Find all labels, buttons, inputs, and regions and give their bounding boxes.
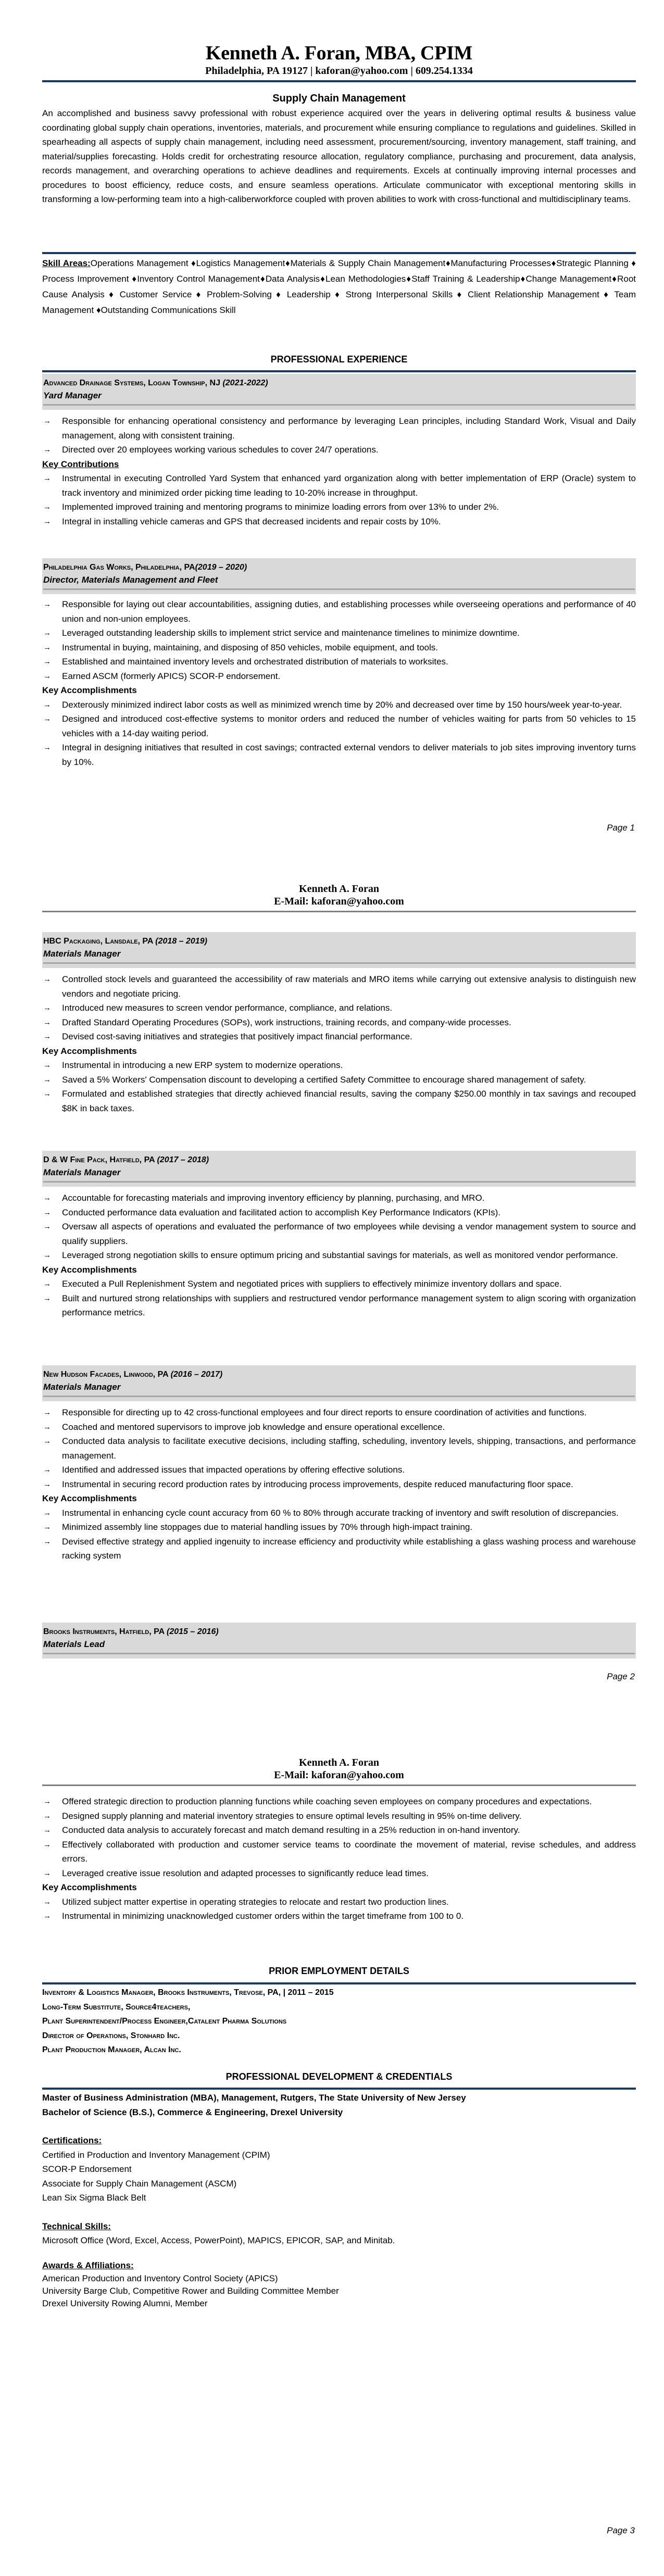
section-title-experience: PROFESSIONAL EXPERIENCE: [270, 354, 408, 365]
list-item: → Dexterously minimized indirect labor costs as well as minimized wrench time by 20% and decreased over time by 150 hours/week year-to-year.: [42, 698, 636, 712]
job-subheading: Key Accomplishments: [42, 1493, 137, 1503]
certification-item: SCOR-P Endorsement: [42, 2164, 132, 2174]
arrow-bullet-icon: →: [43, 700, 51, 709]
job-duties: [42, 972, 636, 1044]
job-achievements: [42, 698, 636, 770]
list-item: → Minimized assembly line stoppages due to material handling issues by 70% through high-impact training.: [42, 1520, 636, 1535]
continuation-header: [42, 883, 636, 912]
professional-headline: Supply Chain Management: [272, 93, 406, 104]
job-subheading: Key Accomplishments: [42, 1882, 137, 1892]
list-item: → Instrumental in securing record production rates by introducing process improvements, despite reduced manufacturing floor space.: [42, 1477, 636, 1492]
arrow-bullet-icon: →: [43, 1422, 51, 1431]
job-header-rule: [43, 404, 635, 406]
list-item: → Responsible for laying out clear accountabilities, assigning duties, and establishing processes while overseeing operations and performance of 40 union and non-union employees.: [42, 597, 636, 626]
job-title: Director, Materials Management and Fleet: [43, 575, 218, 585]
summary-section: [42, 92, 636, 207]
job-duties: [42, 1191, 636, 1263]
list-item: → Executed a Pull Replenishment System and negotiated prices with suppliers to effectively minimize inventory dollars and space.: [42, 1277, 636, 1291]
technical-skills-label: Technical Skills:: [42, 2221, 111, 2231]
prior-employment-section: [42, 1965, 636, 2057]
list-item: → Responsible for directing up to 42 cross-functional employees and four direct reports to ensure coordination of activities and functions.: [42, 1405, 636, 1420]
list-item: → Effectively collaborated with production and customer service teams to coordinate the movement of material, revise schedules, and address errors.: [42, 1838, 636, 1866]
list-item: → Controlled stock levels and guaranteed the accessibility of raw materials and MRO items while carrying out extensive analysis to distinguish new vendors and negotiate pricing.: [42, 972, 636, 1001]
degree-item: Master of Business Administration (MBA), Management, Rutgers, The State University of New Jersey: [42, 2093, 466, 2103]
list-item: → Instrumental in introducing a new ERP system to modernize operations.: [42, 1058, 636, 1073]
list-item: → Directed over 20 employees working various schedules to cover 24/7 operations.: [42, 443, 636, 457]
development-divider: [42, 2088, 636, 2090]
job-company: Advanced Drainage Systems, Logan Township, NJ (2021-2022): [43, 379, 268, 387]
arrow-bullet-icon: →: [43, 1075, 51, 1084]
job-duties: [42, 597, 636, 683]
job-achievements: [42, 1506, 636, 1563]
arrow-bullet-icon: →: [43, 643, 51, 652]
job-years: (2021-2022): [222, 379, 268, 387]
certification-item: Lean Six Sigma Black Belt: [42, 2193, 146, 2203]
arrow-bullet-icon: →: [43, 975, 51, 984]
job-header: [42, 558, 636, 594]
list-item: → Implemented improved training and mentoring programs to minimize loading errors from over 13% to under 2%.: [42, 500, 636, 514]
award-item: University Barge Club, Competitive Rower and Building Committee Member: [42, 2286, 339, 2296]
arrow-bullet-icon: →: [43, 1032, 51, 1041]
awards-label: Awards & Affiliations:: [42, 2260, 134, 2270]
certifications-block: [42, 2133, 636, 2205]
resume-page-3: [0, 1718, 664, 2576]
list-item: → Devised cost-saving initiatives and strategies that positively impact financial performance.: [42, 1029, 636, 1044]
list-item: → Devised effective strategy and applied ingenuity to increase efficiency and productivity while establishing a glass washing process and warehouse racking system: [42, 1535, 636, 1563]
list-item: → Introduced new measures to screen vendor performance, compliance, and relations.: [42, 1001, 636, 1015]
arrow-bullet-icon: →: [43, 1003, 51, 1012]
arrow-bullet-icon: →: [43, 1897, 51, 1906]
job-company: Brooks Instruments, Hatfield, PA (2015 – 2016): [43, 1627, 219, 1636]
arrow-bullet-icon: →: [43, 743, 51, 752]
list-item: → Instrumental in minimizing unacknowledged customer orders within the target timeframe from 100 to 0.: [42, 1909, 636, 1924]
job-entry: [42, 1365, 636, 1563]
skill-areas-label: Skill Areas:: [42, 258, 91, 268]
arrow-bullet-icon: →: [43, 1061, 51, 1070]
development-section: [42, 2070, 636, 2310]
page-number: Page 1: [607, 823, 635, 833]
continuation-header: [42, 1756, 636, 1786]
arrow-bullet-icon: →: [43, 1479, 51, 1489]
resume-page-1: [0, 0, 664, 859]
degree-item: Bachelor of Science (B.S.), Commerce & Engineering, Drexel University: [42, 2107, 343, 2117]
job-title: Materials Manager: [43, 1382, 121, 1392]
job-header-rule: [43, 1653, 635, 1654]
arrow-bullet-icon: →: [43, 1811, 51, 1820]
page-number: Page 3: [607, 2525, 635, 2535]
arrow-bullet-icon: →: [43, 657, 51, 666]
arrow-bullet-icon: →: [43, 1508, 51, 1517]
header-divider: [42, 80, 636, 82]
contact-line: Philadelphia, PA 19127 | kaforan@yahoo.com | 609.254.1334: [205, 65, 473, 77]
candidate-name: Kenneth A. Foran, MBA, CPIM: [205, 42, 473, 64]
award-item: American Production and Inventory Control Society (APICS): [42, 2273, 278, 2283]
experience-heading-block: [42, 353, 636, 372]
arrow-bullet-icon: →: [43, 1797, 51, 1806]
list-item: → Designed supply planning and material inventory strategies to ensure optimal levels resulting in 95% on-time delivery.: [42, 1809, 636, 1824]
list-item: → Built and nurtured strong relationships with suppliers and restructured vendor performance management system to align scoring with organization performance metrics.: [42, 1291, 636, 1320]
list-item: → Offered strategic direction to production planning functions while coaching seven employees on company procedures and expectations.: [42, 1794, 636, 1809]
list-item: Inventory & Logistics Manager, Brooks Instruments, Trevose, PA, | 2011 – 2015: [42, 1988, 334, 1997]
job-title: Yard Manager: [43, 391, 102, 400]
arrow-bullet-icon: →: [43, 671, 51, 681]
list-item: → Integral in installing vehicle cameras and GPS that decreased incidents and repair costs by 10%.: [42, 514, 636, 529]
list-item: → Instrumental in enhancing cycle count accuracy from 60 % to 80% through accurate tracking of inventory and swift resolution of discrepancies.: [42, 1506, 636, 1521]
list-item: → Conducted data analysis to facilitate executive decisions, including staffing, scheduling, inventory levels, shipping, transactions, and performance management.: [42, 1434, 636, 1463]
list-item: → Saved a 5% Workers' Compensation discount to developing a certified Safety Committee to encourage shared management of safety.: [42, 1073, 636, 1087]
list-item: → Conducted performance data evaluation and facilitated action to accomplish Key Performance Indicators (KPIs).: [42, 1205, 636, 1220]
experience-divider: [42, 370, 636, 372]
job-subheading: Key Accomplishments: [42, 1264, 137, 1275]
job-years: (2015 – 2016): [167, 1627, 219, 1636]
job-achievements: [42, 1895, 636, 1924]
arrow-bullet-icon: →: [43, 1826, 51, 1834]
award-item: Drexel University Rowing Alumni, Member: [42, 2298, 208, 2308]
section-title-development: PROFESSIONAL DEVELOPMENT & CREDENTIALS: [225, 2071, 453, 2082]
job-company: Philadelphia Gas Works, Philadelphia, PA(2019 – 2020): [43, 563, 247, 572]
job-subheading: Key Contributions: [42, 459, 119, 469]
arrow-bullet-icon: →: [43, 445, 51, 454]
job-years: (2019 – 2020): [195, 563, 247, 572]
arrow-bullet-icon: →: [43, 1408, 51, 1417]
continuation-divider: [42, 911, 636, 912]
education-list: [42, 2091, 636, 2119]
list-item: → Responsible for enhancing operational consistency and performance by leveraging Lean principles, including Standard Work, Visual and Daily management, along with consistent training.: [42, 414, 636, 443]
job-duties: [42, 414, 636, 457]
summary-paragraph: An accomplished and business savvy professional with robust experience acquired over the years in delivering optimal results & business value coordinating global supply chain operations, inventories, materials, and procurement while ensuring compliance to regulations and guidelines. Skilled in spearheading all aspects of supply chain management, including need assessment, procurement/sourcing, inventory management, staff training, and material/supplies forecasting. Holds credit for orchestrating resource allocation, regulatory compliance, purchasing and procurement, data analysis, records management, and overarching operations to achieve deadlines and requirements. Excels at continually improving internal processes and procedures to boost efficiency, reduce costs, and ensure seamless operations. Articulate communicator with exceptional mentoring skills in transforming a low-performing team into a high-caliberworkforce coupled with proven abilities to work with cross-functional and multidisciplinary teams.: [42, 108, 636, 204]
skill-areas-list: Operations Management ♦Logistics Management♦Materials & Supply Chain Management♦Manufacturing Processes♦Strategic Planning ♦ Process Improvement ♦Inventory Control Management♦Data Analysis♦Lean Methodologies♦Staff Training & Leadership♦Change Management♦Root Cause Analysis ♦ Customer Service ♦ Problem-Solving ♦ Leadership ♦ Strong Interpersonal Skills ♦ Client Relationship Management ♦ Team Management ♦Outstanding Communications Skill: [42, 258, 636, 315]
job-entry: [42, 374, 636, 529]
job-company: HBC Packaging, Lansdale, PA (2018 – 2019): [43, 937, 207, 946]
prior-employment-list: [42, 1986, 636, 2057]
arrow-bullet-icon: →: [43, 1537, 51, 1546]
job-achievements: [42, 1277, 636, 1320]
certification-item: Associate for Supply Chain Management (ASCM): [42, 2178, 237, 2189]
job-achievements: [42, 471, 636, 529]
job-header: [42, 374, 636, 410]
arrow-bullet-icon: →: [43, 1193, 51, 1202]
list-item: → Formulated and established strategies that directly achieved financial results, saving the company $250.00 monthly in tax savings and recouped $8K in back taxes.: [42, 1087, 636, 1115]
arrow-bullet-icon: →: [43, 600, 51, 609]
arrow-bullet-icon: →: [43, 1222, 51, 1231]
job-entry: [42, 1623, 636, 1658]
continuation-divider: [42, 1785, 636, 1786]
job-header-rule: [43, 588, 635, 590]
job-title: Materials Manager: [43, 1167, 121, 1177]
continuation-email: E-Mail: kaforan@yahoo.com: [274, 1769, 404, 1781]
job-subheading: Key Accomplishments: [42, 1046, 137, 1056]
job-duties: [42, 1794, 636, 1880]
arrow-bullet-icon: →: [43, 1208, 51, 1217]
arrow-bullet-icon: →: [43, 1840, 51, 1849]
technical-skills-block: [42, 2219, 636, 2248]
arrow-bullet-icon: →: [43, 417, 51, 425]
list-item: → Drafted Standard Operating Procedures (SOPs), work instructions, training records, and company-wide processes.: [42, 1015, 636, 1030]
job-title: Materials Lead: [43, 1639, 105, 1649]
resume-page-2: [0, 859, 664, 1718]
list-item: → Oversaw all aspects of operations and evaluated the performance of two employees while devising a vendor management system to source and qualify suppliers.: [42, 1220, 636, 1248]
job-achievements: [42, 1058, 636, 1115]
job-subheading: Key Accomplishments: [42, 685, 137, 695]
skill-areas: [42, 256, 636, 318]
skills-section: [42, 252, 636, 318]
list-item: → Leveraged strong negotiation skills to ensure optimum pricing and substantial savings for materials, as well as monitored vendor performance.: [42, 1248, 636, 1263]
list-item: → Established and maintained inventory levels and orchestrated distribution of materials to worksites.: [42, 655, 636, 669]
list-item: → Leveraged creative issue resolution and adapted processes to significantly reduce lead times.: [42, 1866, 636, 1881]
list-item: → Accountable for forecasting materials and improving inventory efficiency by planning, purchasing, and MRO.: [42, 1191, 636, 1205]
job-header-rule: [43, 1396, 635, 1397]
job-header: [42, 932, 636, 968]
certifications-label: Certifications:: [42, 2135, 102, 2145]
arrow-bullet-icon: →: [43, 1293, 51, 1303]
list-item: → Leveraged outstanding leadership skills to implement strict service and maintenance timelines to minimize downtime.: [42, 626, 636, 640]
list-item: Long-Term Substitute, Source4teachers,: [42, 2002, 191, 2012]
job-header: [42, 1623, 636, 1658]
continuation-email: E-Mail: kaforan@yahoo.com: [274, 896, 404, 907]
arrow-bullet-icon: →: [43, 1912, 51, 1920]
arrow-bullet-icon: →: [43, 1089, 51, 1098]
arrow-bullet-icon: →: [43, 474, 51, 483]
job-entry: [42, 1151, 636, 1320]
list-item: → Integral in designing initiatives that resulted in cost savings; contracted external vendors to deliver materials to job sites improving inventory turns by 10%.: [42, 740, 636, 769]
job-header: [42, 1151, 636, 1187]
list-item: → Instrumental in executing Controlled Yard System that enhanced yard organization along with better implementation of ERP (Oracle) system to track inventory and minimized order picking time leading to 10-20% increase in throughput.: [42, 471, 636, 500]
arrow-bullet-icon: →: [43, 714, 51, 723]
job-years: (2018 – 2019): [155, 937, 207, 946]
job-entry-continued: [42, 1794, 636, 1924]
awards-block: [42, 2258, 636, 2310]
arrow-bullet-icon: →: [43, 629, 51, 637]
list-item: Plant Production Manager, Alcan Inc.: [42, 2045, 181, 2054]
list-item: → Utilized subject matter expertise in operating strategies to relocate and restart two production lines.: [42, 1895, 636, 1909]
arrow-bullet-icon: →: [43, 1868, 51, 1878]
prior-divider: [42, 1982, 636, 1984]
job-header: [42, 1365, 636, 1401]
skills-divider: [42, 252, 636, 254]
certification-item: Certified in Production and Inventory Management (CPIM): [42, 2150, 270, 2160]
list-item: → Earned ASCM (formerly APICS) SCOR-P endorsement.: [42, 669, 636, 684]
arrow-bullet-icon: →: [43, 502, 51, 511]
resume-header: [42, 42, 636, 82]
job-title: Materials Manager: [43, 949, 121, 959]
job-header-rule: [43, 962, 635, 964]
arrow-bullet-icon: →: [43, 1017, 51, 1027]
job-years: (2017 – 2018): [157, 1155, 209, 1164]
list-item: Director of Operations, Stonhard Inc.: [42, 2031, 180, 2040]
arrow-bullet-icon: →: [43, 1279, 51, 1288]
arrow-bullet-icon: →: [43, 1523, 51, 1531]
arrow-bullet-icon: →: [43, 517, 51, 526]
job-company: D & W Fine Pack, Hatfield, PA (2017 – 2018): [43, 1155, 209, 1164]
list-item: → Designed and introduced cost-effective systems to monitor orders and reduced the number of vehicles waiting for parts from 50 vehicles to 15 vehicles with a 14-day waiting period.: [42, 712, 636, 740]
job-company: New Hudson Facades, Linwood, PA (2016 – 2017): [43, 1370, 223, 1379]
technical-skills-text: Microsoft Office (Word, Excel, Access, PowerPoint), MAPICS, EPICOR, SAP, and Minitab.: [42, 2235, 395, 2245]
list-item: Plant Superintendent/Process Engineer,Catalent Pharma Solutions: [42, 2017, 287, 2026]
arrow-bullet-icon: →: [43, 1465, 51, 1474]
arrow-bullet-icon: →: [43, 1251, 51, 1260]
job-years: (2016 – 2017): [170, 1370, 223, 1379]
section-title-prior: PRIOR EMPLOYMENT DETAILS: [269, 1966, 409, 1976]
continuation-name: Kenneth A. Foran: [299, 883, 379, 895]
list-item: → Instrumental in buying, maintaining, and disposing of 850 vehicles, mobile equipment, and tools.: [42, 640, 636, 655]
arrow-bullet-icon: →: [43, 1437, 51, 1446]
job-header-rule: [43, 1181, 635, 1183]
job-entry: [42, 558, 636, 769]
list-item: → Conducted data analysis to accurately forecast and match demand resulting in a 25% reduction in on-hand inventory.: [42, 1823, 636, 1838]
job-duties: [42, 1405, 636, 1491]
page-number: Page 2: [607, 1672, 635, 1681]
job-entry: [42, 932, 636, 1115]
continuation-name: Kenneth A. Foran: [299, 1757, 379, 1768]
list-item: → Coached and mentored supervisors to improve job knowledge and ensure operational excellence.: [42, 1420, 636, 1435]
list-item: → Identified and addressed issues that impacted operations by offering effective solutions.: [42, 1463, 636, 1477]
